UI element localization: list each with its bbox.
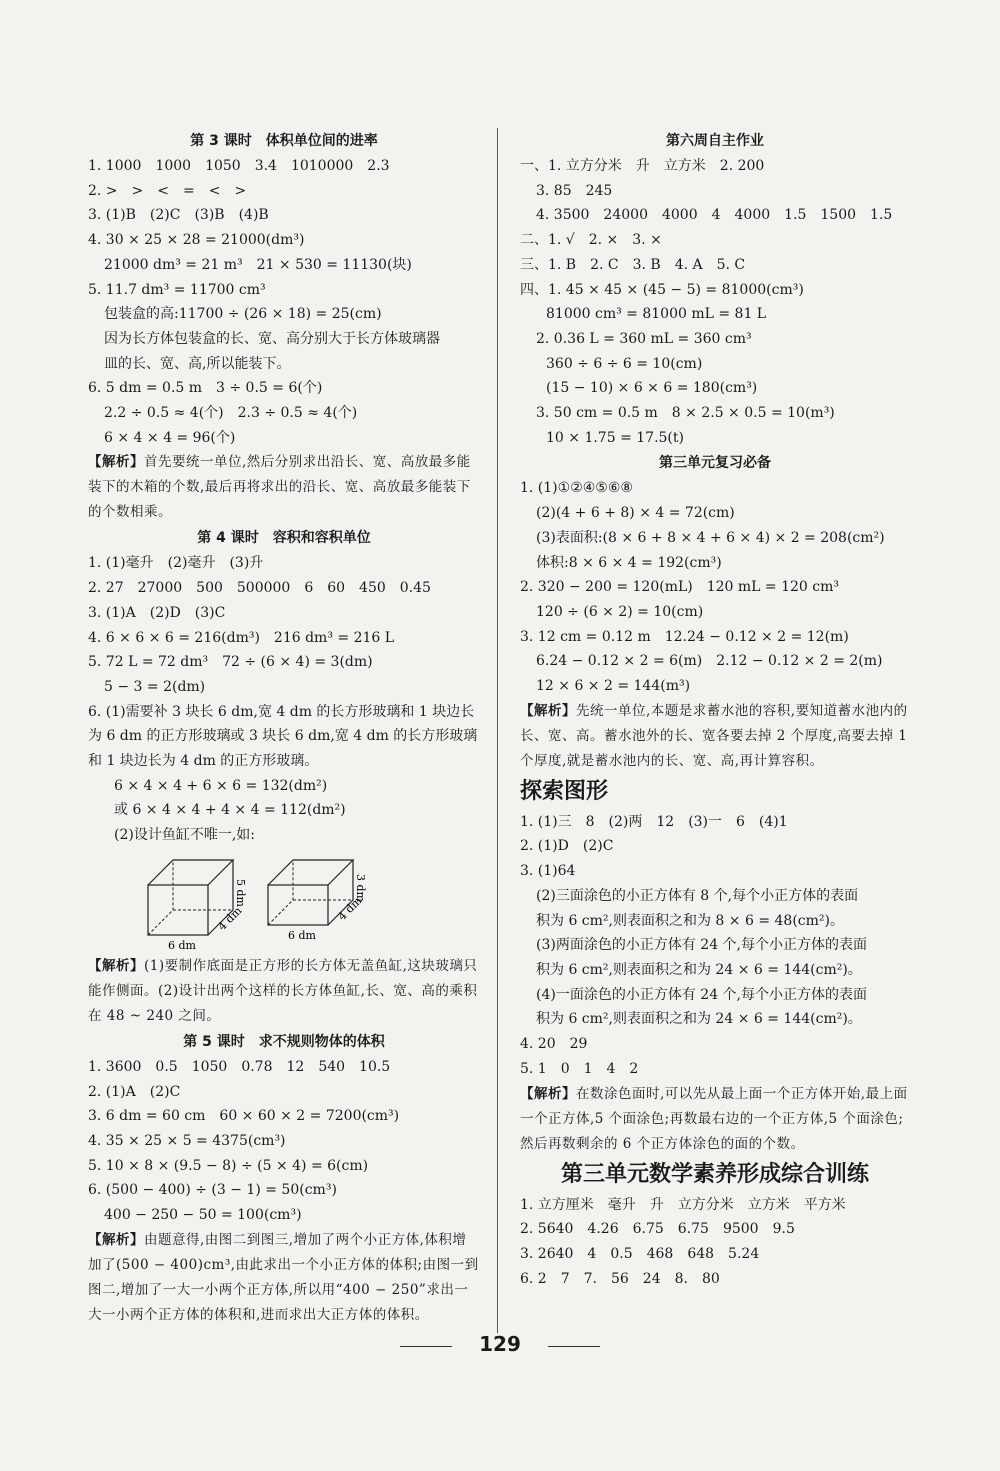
- answer-line: 1. 3600 0.5 1050 0.78 12 540 10.5: [88, 1058, 391, 1075]
- answer-line: 1. 1000 1000 1050 3.4 1010000 2.3: [88, 158, 390, 174]
- column-divider: [497, 128, 498, 1333]
- page-number-rule-left: [400, 1346, 452, 1347]
- tank-1-height-label: 5 dm: [234, 878, 247, 907]
- answer-line: 一、1. 立方分米 升 立方米 2. 200: [520, 158, 765, 174]
- left-column: [88, 128, 480, 1328]
- section-heading: 第 4 课时 容积和容积单位: [197, 530, 371, 547]
- analysis-note: [88, 954, 480, 1029]
- answer-line: 3. (1)A (2)D (3)C: [88, 604, 226, 621]
- page-number: 129: [479, 1332, 521, 1356]
- section-heading: 第三单元复习必备: [659, 455, 771, 472]
- answer-line: 四、1. 45 × 45 × (45 − 5) = 81000(cm³): [520, 281, 804, 298]
- analysis-note: [520, 1082, 910, 1157]
- answer-line: 1. (1)三 8 (2)两 12 (3)一 6 (4)1: [520, 813, 788, 830]
- answer-line: 2. 5640 4.26 6.75 6.75 9500 9.5: [520, 1221, 795, 1238]
- analysis-text: 首先要统一单位,然后分别求出沿长、宽、高放最多能装下的木箱的个数,最后再将求出的沿长、宽、高放最多能装下的个数相乘。: [88, 454, 471, 521]
- answer-line: 5. 10 × 8 × (9.5 − 8) ÷ (5 × 4) = 6(cm): [88, 1157, 369, 1174]
- answer-line: 120 ÷ (6 × 2) = 10(cm): [536, 603, 704, 620]
- answer-line: (3)表面积:(8 × 6 + 8 × 4 + 6 × 4) × 2 = 208(cm²): [536, 529, 885, 546]
- answer-line: 5. 11.7 dm³ = 11700 cm³: [88, 281, 266, 298]
- answer-line: 6. (1)需要补 3 块长 6 dm,宽 4 dm 的长方形玻璃和 1 块边长为 6 dm 的正方形玻璃或 3 块长 6 dm,宽 4 dm 的长方形玻璃和 1 块边长为 4 dm 的正方形玻璃。: [88, 703, 478, 770]
- answer-line: (15 − 10) × 6 × 6 = 180(cm³): [546, 380, 758, 397]
- answer-line: 4. 30 × 25 × 28 = 21000(dm³): [88, 232, 305, 249]
- answer-line: 4. 3500 24000 4000 4 4000 1.5 1500 1.5: [536, 207, 893, 224]
- answer-line: 2. (1)A (2)C: [88, 1083, 181, 1100]
- answer-line: 积为 6 cm²,则表面积之和为 8 × 6 = 48(cm²)。: [536, 912, 844, 929]
- tank-2-depth-label: 4 dm: [335, 894, 365, 923]
- analysis-text: 由题意得,由图二到图三,增加了两个小正方体,体积增加了(500 − 400)cm³,由此求出一个小正方体的体积;由图一到图二,增加了一大一小两个正方体,所以用“400 − 250”求出一大一小两个正方体的体积和,进而求出大正方体的体积。: [88, 1231, 479, 1323]
- answer-line: 二、1. √ 2. × 3. ×: [520, 232, 662, 249]
- answer-line: 12 × 6 × 2 = 144(m³): [536, 678, 691, 695]
- fish-tank-diagram: [128, 852, 368, 950]
- answer-line: 3. 2640 4 0.5 468 648 5.24: [520, 1245, 760, 1262]
- analysis-note: [520, 699, 910, 774]
- answer-line: 4. 35 × 25 × 5 = 4375(cm³): [88, 1132, 286, 1149]
- analysis-note: [88, 1228, 480, 1328]
- answer-line: 360 ÷ 6 ÷ 6 = 10(cm): [546, 355, 703, 372]
- answer-line: (3)两面涂色的小正方体有 24 个,每个小正方体的表面: [536, 937, 867, 954]
- analysis-text: (1)要制作底面是正方形的长方体无盖鱼缸,这块玻璃只能作侧面。(2)设计出两个这样的长方体鱼缸,长、宽、高的乘积在 48 ~ 240 之间。: [88, 957, 478, 1024]
- answer-line: 体积:8 × 6 × 4 = 192(cm³): [536, 554, 722, 571]
- tank-2-width-label: 6 dm: [288, 928, 316, 942]
- answer-line: 6 × 4 × 4 = 96(个): [104, 429, 236, 446]
- page-number-rule-right: [548, 1346, 600, 1347]
- section-heading: 第 3 课时 体积单位间的进率: [190, 133, 378, 149]
- answer-line: (2)设计鱼缸不唯一,如:: [114, 827, 255, 844]
- answer-line: 3. (1)B (2)C (3)B (4)B: [88, 207, 269, 224]
- analysis-tag: 【解析】: [88, 957, 144, 974]
- answer-line: 6. 2 7 7. 56 24 8. 80: [520, 1270, 720, 1287]
- answer-line: 6. 5 dm = 0.5 m 3 ÷ 0.5 = 6(个): [88, 380, 323, 397]
- tank-2-front-face: [268, 885, 328, 925]
- answer-line: 积为 6 cm²,则表面积之和为 24 × 6 = 144(cm²)。: [536, 961, 862, 978]
- answer-line: 3. 85 245: [536, 182, 613, 199]
- answer-line: 5. 1 0 1 4 2: [520, 1060, 639, 1077]
- tank-1-depth-label: 4 dm: [215, 904, 245, 933]
- tank-2-top-edge: [268, 860, 353, 885]
- right-column: [520, 128, 910, 1291]
- analysis-tag: 【解析】: [88, 454, 144, 471]
- answer-line: 400 − 250 − 50 = 100(cm³): [104, 1207, 302, 1224]
- answer-line: 3. (1)64: [520, 863, 576, 880]
- answer-line: (2)(4 + 6 + 8) × 4 = 72(cm): [536, 505, 735, 522]
- answer-line: 1. 立方厘米 毫升 升 立方分米 立方米 平方米: [520, 1196, 846, 1213]
- section-title: 第三单元数学素养形成综合训练: [560, 1161, 869, 1187]
- answer-line: 6 × 4 × 4 + 6 × 6 = 132(dm²): [114, 777, 328, 794]
- answer-line: (4)一面涂色的小正方体有 24 个,每个小正方体的表面: [536, 986, 867, 1003]
- answer-line: 1. (1)①②④⑤⑥⑧: [520, 480, 633, 497]
- answer-line: 81000 cm³ = 81000 mL = 81 L: [546, 306, 767, 323]
- answer-line: 4. 20 29: [520, 1036, 588, 1053]
- analysis-tag: 【解析】: [520, 1085, 576, 1102]
- answer-line: 或 6 × 4 × 4 + 4 × 4 = 112(dm²): [114, 802, 346, 819]
- section-title: 探索图形: [520, 778, 609, 804]
- answer-line: 3. 12 cm = 0.12 m 12.24 − 0.12 × 2 = 12(m): [520, 628, 849, 645]
- analysis-note: [88, 450, 480, 525]
- answer-line: 2.2 ÷ 0.5 ≈ 4(个) 2.3 ÷ 0.5 ≈ 4(个): [104, 405, 358, 422]
- tank-1-top-edge: [148, 860, 233, 885]
- answer-line: 3. 50 cm = 0.5 m 8 × 2.5 × 0.5 = 10(m³): [536, 405, 835, 422]
- analysis-tag: 【解析】: [88, 1231, 144, 1248]
- section-heading: 第六周自主作业: [666, 133, 764, 149]
- answer-line: 积为 6 cm²,则表面积之和为 24 × 6 = 144(cm²)。: [536, 1011, 862, 1028]
- section-heading: 第 5 课时 求不规则物体的体积: [183, 1033, 385, 1050]
- answer-line: 4. 6 × 6 × 6 = 216(dm³) 216 dm³ = 216 L: [88, 629, 395, 646]
- answer-line: 10 × 1.75 = 17.5(t): [546, 429, 684, 446]
- answer-line: 5. 72 L = 72 dm³ 72 ÷ (6 × 4) = 3(dm): [88, 654, 373, 671]
- answer-line: 6. (500 − 400) ÷ (3 − 1) = 50(cm³): [88, 1182, 337, 1199]
- tank-1-width-label: 6 dm: [168, 938, 196, 950]
- tank-2-hidden-edges: [268, 860, 293, 925]
- tank-1-hidden-edges: [148, 860, 173, 935]
- answer-line: 3. 6 dm = 60 cm 60 × 60 × 2 = 7200(cm³): [88, 1108, 400, 1125]
- answer-line: 21000 dm³ = 21 m³ 21 × 530 = 11130(块): [104, 256, 412, 273]
- tank-2-height-label: 3 dm: [354, 873, 367, 902]
- answer-line: (2)三面涂色的小正方体有 8 个,每个小正方体的表面: [536, 887, 859, 904]
- answer-line: 皿的长、宽、高,所以能装下。: [104, 355, 291, 372]
- analysis-text: 先统一单位,本题是求蓄水池的容积,要知道蓄水池内的长、宽、高。蓄水池外的长、宽各要去掉 2 个厚度,高要去掉 1 个厚度,就是蓄水池内的长、宽、高,再计算容积。: [520, 702, 908, 769]
- answer-line: 2. 0.36 L = 360 mL = 360 cm³: [536, 330, 752, 347]
- analysis-text: 在数涂色面时,可以先从最上面一个正方体开始,最上面一个正方体,5 个面涂色;再数最右边的一个正方体,5 个面涂色;然后再数剩余的 6 个正方体涂色的面的个数。: [520, 1085, 908, 1152]
- answer-line: 因为长方体包装盒的长、宽、高分别大于长方体玻璃器: [104, 330, 440, 347]
- answer-line: 包装盒的高:11700 ÷ (26 × 18) = 25(cm): [104, 306, 382, 323]
- answer-line: 2. 320 − 200 = 120(mL) 120 mL = 120 cm³: [520, 579, 840, 596]
- answer-line: 5 − 3 = 2(dm): [104, 678, 206, 695]
- analysis-tag: 【解析】: [520, 702, 576, 719]
- answer-line: 6.24 − 0.12 × 2 = 6(m) 2.12 − 0.12 × 2 = 2(m): [536, 653, 883, 670]
- answer-line: 2. (1)D (2)C: [520, 838, 614, 855]
- answer-line: 1. (1)毫升 (2)毫升 (3)升: [88, 555, 264, 572]
- answer-line: 2. 27 27000 500 500000 6 60 450 0.45: [88, 580, 431, 597]
- answer-line: 三、1. B 2. C 3. B 4. A 5. C: [520, 256, 746, 273]
- answer-line: 2. > > < = < >: [88, 182, 247, 199]
